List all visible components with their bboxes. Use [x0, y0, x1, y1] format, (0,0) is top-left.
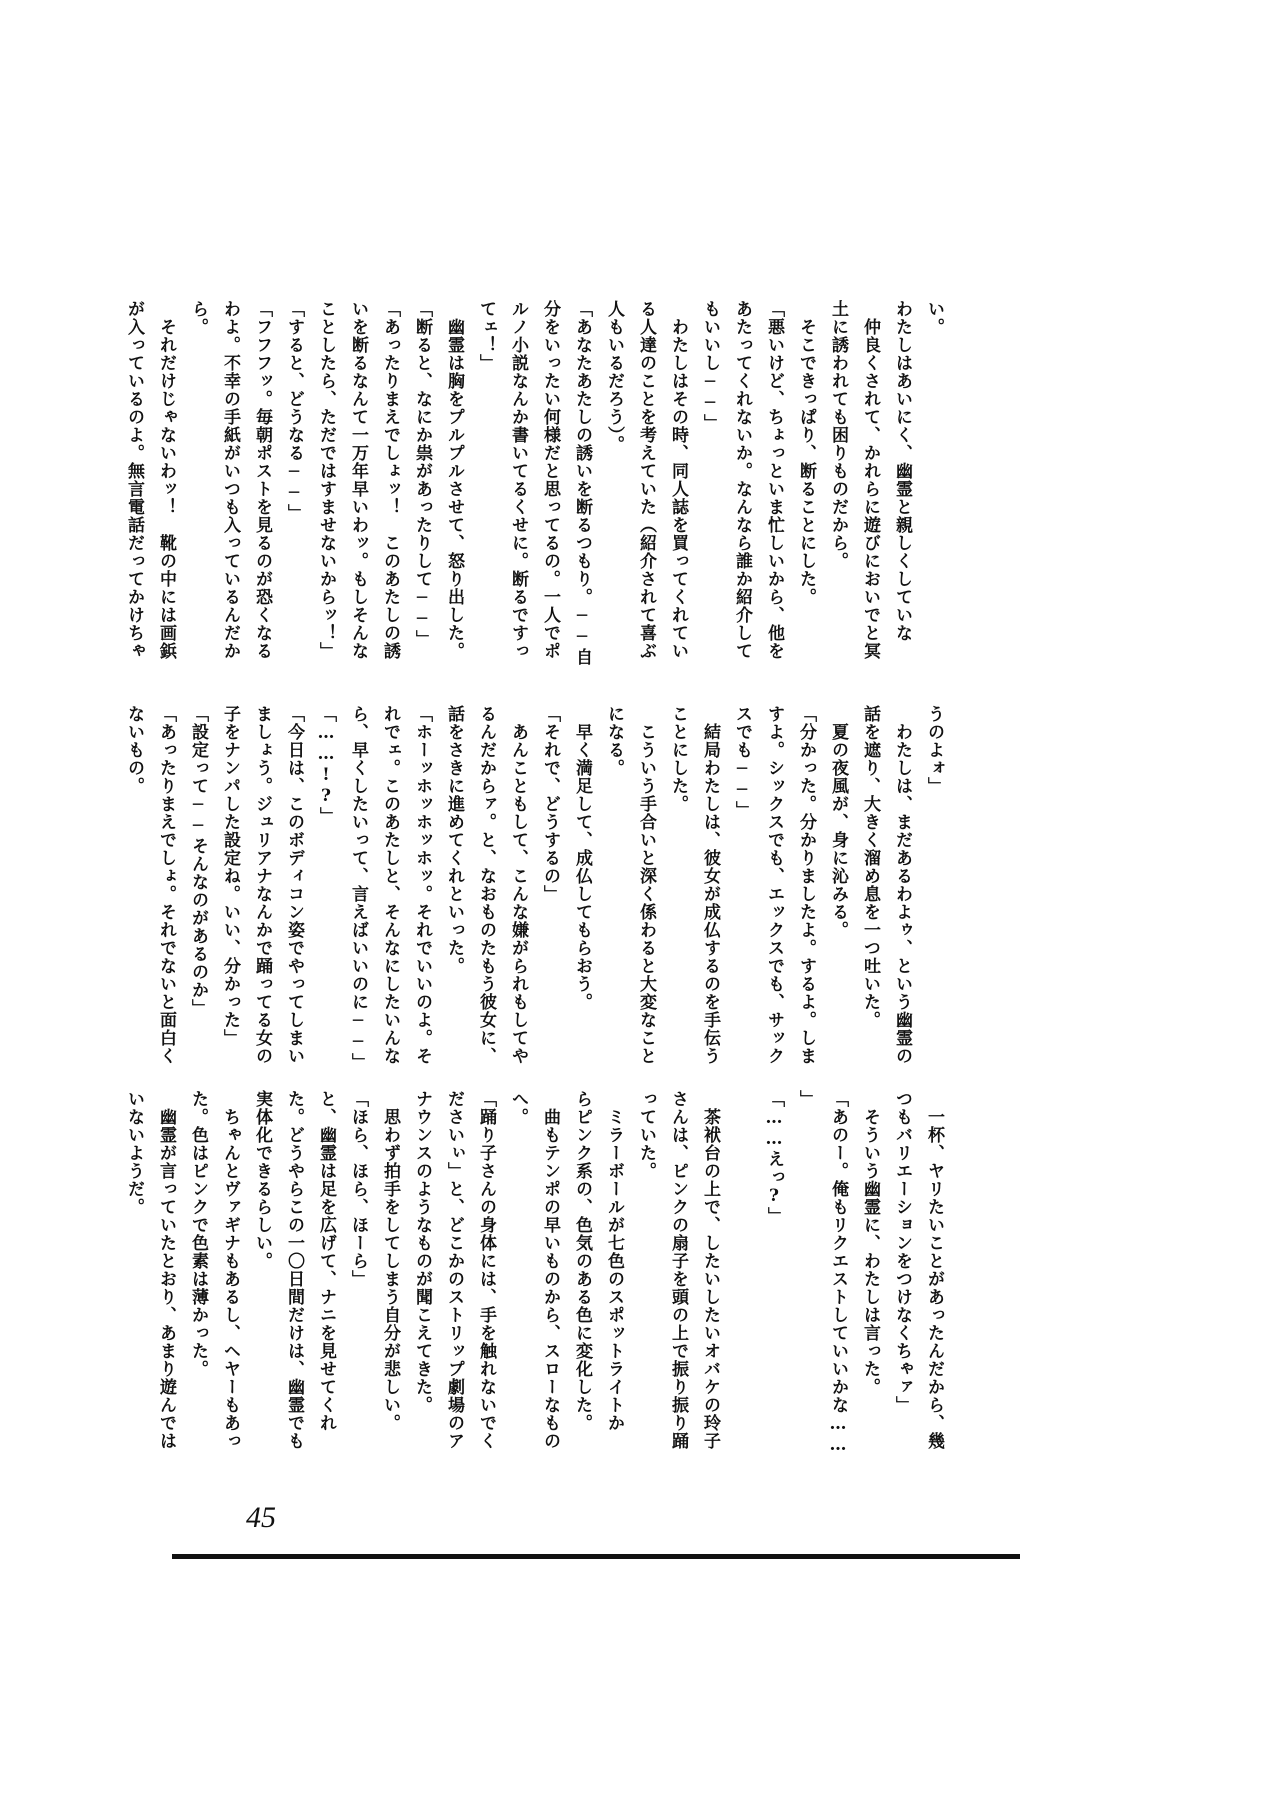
text-line: 幽霊は胸をプルプルさせて、怒り出した。	[444, 300, 464, 660]
text-line: と、幽霊は足を広げて、ナニを見せてくれ	[316, 1090, 336, 1432]
text-line: 分をいったい何様だと思ってるの。一人でポ	[540, 300, 560, 660]
text-line: が入っているのよ。無言電話だってかけちゃ	[124, 300, 144, 660]
text-line: らピンク系の、色気のある色に変化した。	[572, 1090, 592, 1432]
text-line: 「あなたあたしの誘いを断るつもり。──自	[572, 300, 592, 666]
text-line: うのよォ」	[924, 705, 944, 795]
text-line: それだけじゃないわッ！ 靴の中には画鋲	[156, 300, 176, 660]
text-line: 「ほら、ほら、ほーら」	[348, 1090, 368, 1288]
text-line: スでも──」	[732, 705, 752, 819]
text-line: 「今日は、このボディコン姿でやってしまい	[284, 705, 304, 1065]
text-line: わたしは、まだあるわよゥ、という幽霊の	[892, 705, 912, 1065]
text-line	[726, 1090, 758, 1470]
text-line: 「設定って──そんなのがあるのか」	[188, 705, 208, 1017]
text-line: へ。	[508, 1090, 528, 1126]
text-line: 「断ると、なにか祟があったりして──」	[412, 300, 432, 648]
text-line: ルノ小説なんか書いてるくせに。断るですっ	[508, 300, 528, 660]
text-line: ナウンスのようなものが聞こえてきた。	[412, 1090, 432, 1414]
text-line: 幽霊が言っていたとおり、あまり遊んでは	[156, 1090, 176, 1450]
text-line: 「……えっ?」	[764, 1090, 784, 1225]
text-line: つもバリエーションをつけなくちゃァ」	[892, 1090, 912, 1414]
text-line: るんだからァ。と、なおものたもう彼女に、	[476, 705, 496, 1065]
text-line: いを断るなんて一万年早いわッ。もしそんな	[348, 300, 368, 660]
text-line: ないもの。	[124, 705, 144, 795]
text-line: 仲良くされて、かれらに遊びにおいでと冥	[860, 300, 880, 660]
text-line: 「あったりまえでしょ。それでないと面白く	[156, 705, 176, 1065]
text-line: あたってくれないか。なんなら誰か紹介して	[732, 300, 752, 660]
text-line: 「分かった。分かりましたよ。するよ。しま	[796, 705, 816, 1065]
text-tier-top	[118, 300, 950, 675]
text-line: ださいぃ」と、どこかのストリップ劇場のア	[444, 1090, 464, 1450]
text-line: 「悪いけど、ちょっといま忙しいから、他を	[764, 300, 784, 660]
text-line: わたしはあいにく、幽霊と親しくしていな	[892, 300, 912, 642]
text-line: こういう手合いと深く係わると大変なこと	[636, 705, 656, 1065]
text-line: わよ。不幸の手紙がいつも入っているんだか	[220, 300, 240, 660]
text-line: 一杯、ヤリたいことがあったんだから、幾	[924, 1090, 944, 1450]
footer-rule	[172, 1554, 1020, 1559]
text-line: っていた。	[636, 1090, 656, 1180]
text-line: 」	[796, 1090, 816, 1108]
text-line: すよ。シックスでも、エックスでも、サック	[764, 705, 784, 1065]
text-line: 子をナンパした設定ね。いい、分かった」	[220, 705, 240, 1047]
text-line: 「踊り子さんの身体には、手を触れないでく	[476, 1090, 496, 1450]
text-line: 「それで、どうするの」	[540, 705, 560, 903]
text-line: そこできっぱり、断ることにした。	[796, 300, 816, 606]
text-line: 土に誘われても困りものだから。	[828, 300, 848, 570]
text-line: れでェ。このあたしと、そんなにしたいんな	[380, 705, 400, 1065]
text-line: そういう幽霊に、わたしは言った。	[860, 1090, 880, 1396]
text-line: た。色はピンクで色素は薄かった。	[188, 1090, 208, 1378]
text-line: る人達のことを考えていた（紹介されて喜ぶ	[636, 300, 656, 660]
text-line: 「あったりまえでしょッ！ このあたしの誘	[380, 300, 400, 660]
text-line: 「ホーッホッホッホッ。それでいいのよ。そ	[412, 705, 432, 1065]
text-line: 「……!?」	[316, 705, 336, 825]
text-line: 思わず拍手をしてしまう自分が悲しい。	[380, 1090, 400, 1432]
text-line: ことにした。	[668, 705, 688, 813]
text-tier-bottom	[118, 1090, 950, 1470]
text-line: 曲もテンポの早いものから、スローなもの	[540, 1090, 560, 1450]
text-line: いないようだ。	[124, 1090, 144, 1216]
page-number: 45	[246, 1501, 276, 1534]
text-line: てェ！」	[476, 300, 496, 372]
text-line: 茶袱台の上で、したいしたいオバケの玲子	[700, 1090, 720, 1450]
text-line: 結局わたしは、彼女が成仏するのを手伝う	[700, 705, 720, 1065]
text-line: ことしたら、ただではすませないからッ！」	[316, 300, 336, 660]
text-line: わたしはその時、同人誌を買ってくれてい	[668, 300, 688, 660]
text-line: 「あのー。俺もリクエストしていいかな……	[828, 1090, 848, 1456]
text-line: ましょう。ジュリアナなんかで踊ってる女の	[252, 705, 272, 1065]
text-line: ら。	[188, 300, 208, 336]
text-tier-middle	[118, 705, 950, 1085]
text-line: た。どうやらこの一〇日間だけは、幽霊でも	[284, 1090, 304, 1450]
text-line: い。	[924, 300, 944, 336]
text-line: ら、早くしたいって、言えばいいのに──」	[348, 705, 368, 1071]
text-line: 早く満足して、成仏してもらおう。	[572, 705, 592, 1011]
text-line: 人もいるだろう）。	[604, 300, 624, 454]
text-line: 「すると、どうなる──」	[284, 300, 304, 522]
text-line: ミラーボールが七色のスポットライトか	[604, 1090, 624, 1432]
text-line: 実体化できるらしい。	[252, 1090, 272, 1270]
text-line: 話をさきに進めてくれといった。	[444, 705, 464, 975]
text-line: 「フフフッ。毎朝ポストを見るのが恐くなる	[252, 300, 272, 660]
text-line: になる。	[604, 705, 624, 777]
text-line: さんは、ピンクの扇子を頭の上で振り振り踊	[668, 1090, 688, 1450]
text-line: 話を遮り、大きく溜め息を一つ吐いた。	[860, 705, 880, 1029]
text-line: もいいし──」	[700, 300, 720, 432]
text-line: 夏の夜風が、身に沁みる。	[828, 705, 848, 939]
text-line: ちゃんとヴァギナもあるし、ヘヤーもあっ	[220, 1090, 240, 1450]
text-line: あんこともして、こんな嫌がられもしてや	[508, 705, 528, 1065]
